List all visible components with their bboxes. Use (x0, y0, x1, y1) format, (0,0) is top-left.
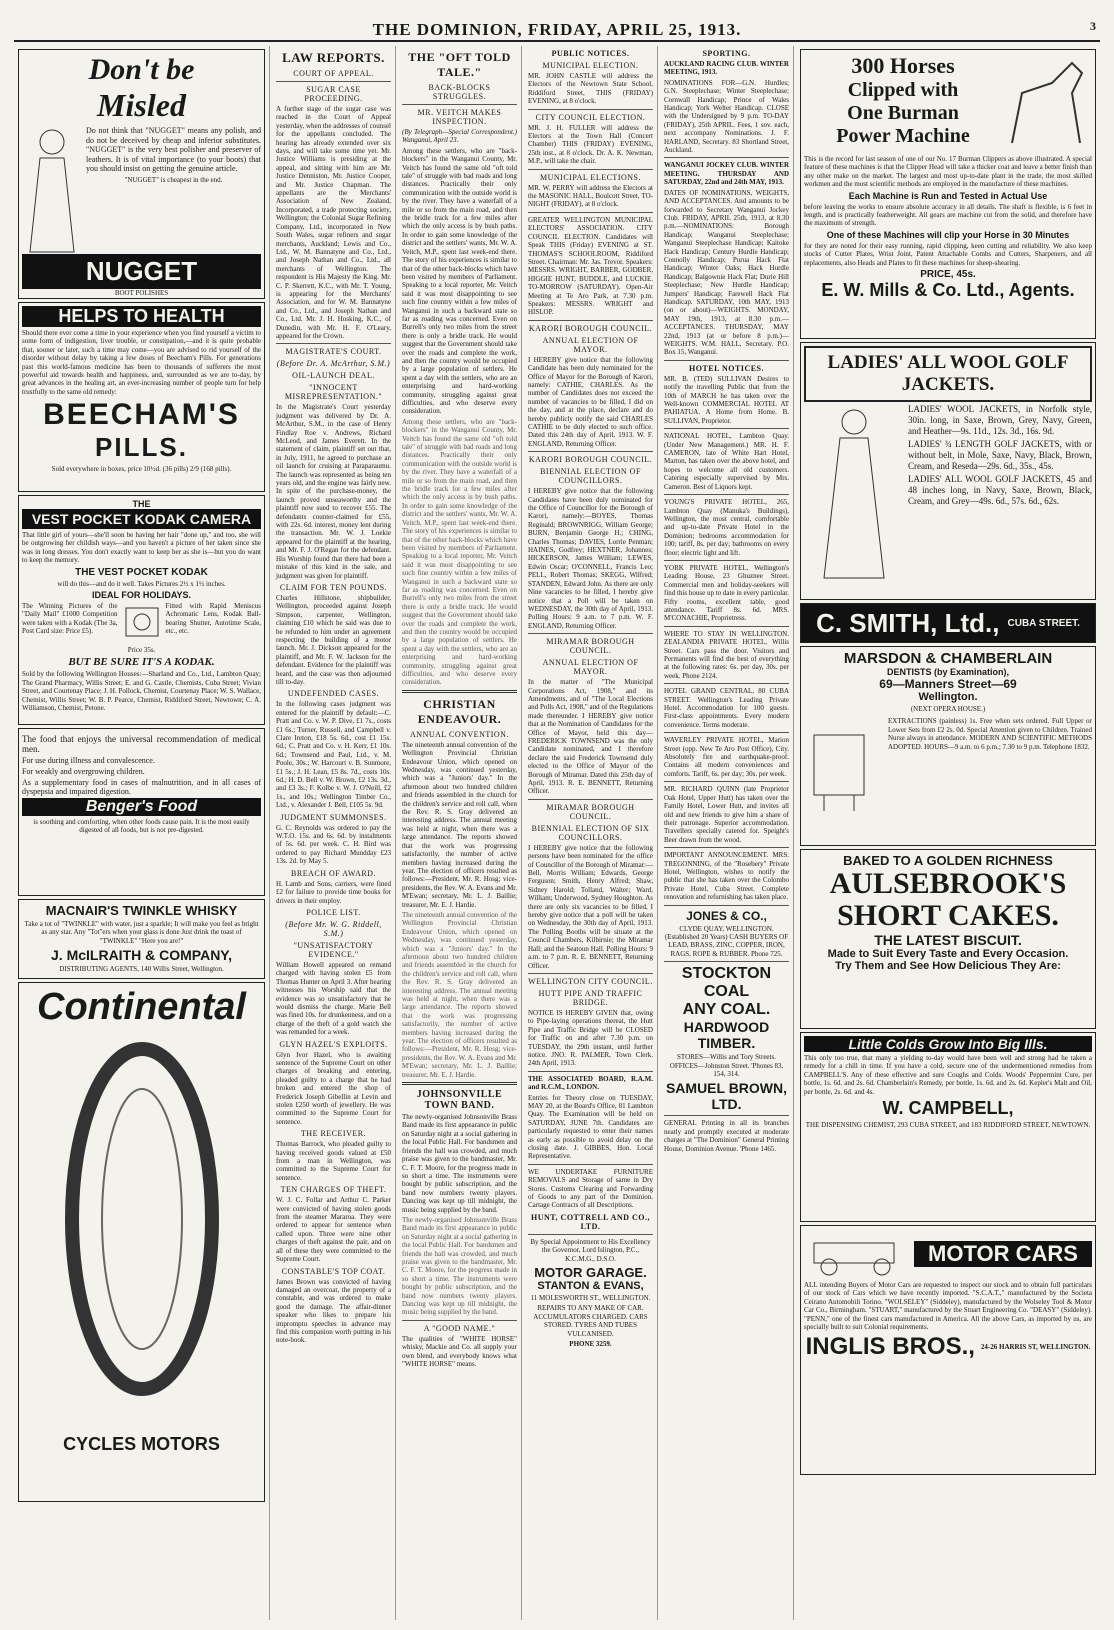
jones-heading: JONES & CO., (686, 908, 767, 923)
kodak-sold: Sold by the following Wellington Houses:—Sharland and Co., Ltd., Lambton Quay; The Grand Pharmacy, Willis Street; E. and G. Castle, Chemists, Cuba Street; Vivian Street, and Courtenay Place; J. H. Pollock, Chemist, Courtenay Place; W. S. Wallace, Chemist, Willis Street; W. B. P. Pearce, Chemist, Riddiford Street, Newtown; C. A. Williamson, Chemist, Petone. (22, 670, 261, 713)
waverley-notice: WAVERLEY PRIVATE HOTEL, Marion Street (opp. New Te Aro Post Office), City. Absolutely fire and earthquake-proof. Contains all modern conveniences and comforts. Tariff, 6s. per day; 30s. per week. (664, 736, 789, 778)
mcilraith-heading: J. McILRAITH & COMPANY, (51, 947, 232, 964)
aulsebrooks-heading: AULSEBROOK'S SHORT CAKES. (829, 867, 1067, 932)
quinn-notice: MR. RICHARD QUINN (late Proprietor Oak Hotel, Upper Hutt) has taken over the Family Hotel, Lower Hutt, and invites all old and new friends to give him a share of their patronage. Superior accommodation. Travellers specially catered for. Speight's Beer drawn from the wood. (664, 785, 789, 844)
law-reports-heading: LAW REPORTS. (282, 50, 385, 65)
dental-text: EXTRACTIONS (painless) 1s. Free when sets ordered. Full Upper or Lower Sets from £2 2s. 0d. Special Attention given to Children. Trained Nurse always in attendance. MODERN AND SCIENTIFIC METHODS ADOPTED. HOURS—9 a.m. to 6 p.m.; 7.30 to 9 p.m. Telephone 1832. (888, 717, 1092, 751)
motor-car-illustration (804, 1229, 914, 1279)
macnairs-ad (18, 899, 265, 979)
nugget-caption: "NUGGET" is cheapest in the end. (124, 175, 223, 184)
continental-ad (18, 982, 265, 1502)
good-name-text: The qualities of "WHITE HORSE" whisky, Mackie and Co. all supply your own blend, and everybody knows what "WHITE HORSE" means. (402, 1334, 517, 1369)
stores-text: STORES—Willis and Tory Streets. OFFICES—Johnston Street. 'Phones 83, 154, 314. (669, 1053, 784, 1078)
veitch-heading: MR. VEITCH MAKES INSPECTION. (417, 108, 502, 126)
jones-text: CLYDE QUAY, WELLINGTON. (Established 20 Years) CASH BUYERS OF LEAD, BRASS, ZINC, COPPER, IRON, RAGS, ROPE & RUBBER. Phone 725. (664, 924, 789, 958)
sugar-case-text: A further stage of the sugar case was reached in the Court of Appeal yesterday, when the addresses of counsel for the appellants concluded. The hearing has already extended over six days, and will take some time yet. Mr. Justice Williams is presiding at the appeal, and sitting with him are Mr. Justice Denniston, Mr. Justice Cooper, and Mr. Justice Chapman. The appellants are the Merchants' Association of New Zealand, Incorporated, a trade protecting society, Wellington; the Colonial Sugar Refining Company, Ltd., incorporated in New South Wales, sugar refiners and sugar merchants, Auckland; Lewis and Co., Ltd., W. M. Bannatyne and Co., Ltd., and Joseph Nathan and Co., Ltd., all merchants of Wellington. The respondent is His Majesty the King. Mr. C. P. Skerrett, K.C., with Mr. T. Young, is appearing for the Merchants' Association, and for W. M. Bannatyne and Co., Ltd., and Joseph Nathan and Co., Ltd. Mr. J. H. Hosking, K.C., of Dunedin, with Mr. H. F. O'Leary, appeared for the Crown. (276, 105, 391, 340)
macnair-text: Take a tot of "TWINKLE" with water, just a sparkle; It will make you feel as bright as any star. Any "Tot"ers when your glass is done Just drink the toast of "TWINKLE" "Here you are!" (24, 920, 259, 945)
karori-mayor-heading: ANNUAL ELECTION OF MAYOR. (542, 335, 639, 354)
repairs-text: REPAIRS TO ANY MAKE OF CAR. ACCUMULATORS CHARGED. CARS STORED. TYRES AND TUBES VULCANISED. (533, 1304, 648, 1338)
c-smith-name: C. SMITH, Ltd., (816, 607, 1000, 638)
glyn-heading: GLYN HAZEL'S EXPLOITS. (279, 1039, 388, 1049)
kodak-ideal: IDEAL FOR HOLIDAYS. (91, 590, 191, 601)
stockton-coal: STOCKTON COAL (681, 965, 772, 1001)
power-machine: Power Machine (836, 125, 970, 147)
unsatisfactory-text: William Howell appeared on remand charged with having stolen £5 from Thomas Hunter on April 3. After hearing witnesses his Worship said that the evidence was so unsatisfactory that he would dismiss the charge. Marie Bell was fined 10s. for drunkenness, and on a charge of the theft of a gold watch she was remanded for a week. (276, 960, 391, 1037)
kodak-the: THE (132, 499, 151, 509)
benger-point-1: For use during illness and convalescence. (22, 756, 155, 765)
masthead-title: THE DOMINION, FRIDAY, APRIL 25, 1913. (372, 20, 742, 39)
johnsonville-text-continued: The newly-organised Johnsonville Brass Band made its first appearance in public on Saturday night at a social gathering in the local Public Hall. For bandsmen and friends the hall was crowded, and much praise was given to the bandmaster, Mr. C. F. T. Moore, for the progress made in so short a time. The instruments were bought by public subscription, and the band now numbers twenty players. Dancing was kept up till midnight, the music being supplied by the band. (402, 1215, 517, 1317)
ten-charges-heading: TEN CHARGES OF THEFT. (280, 1185, 387, 1195)
woman-illustration (804, 402, 904, 582)
tyre-illustration (22, 1029, 262, 1429)
undefended-text: In the following cases judgment was entered for the plaintiff by default:—C. Pratt and Co. v. W. P. Dive, £1 7s., costs £1 6s.; Turner, Russell, and Campbell v. Clare Ireton, £18 5s. 6d., cost £1 15s. 6d.; C. Pratt and Co. v. H. Kerr, £1 10s. 6d.; Townsend and Paul, Ltd., v. M. Poole, 30s.; W. Harcourt v. B. Sunmore, £1 5s.; J. H. Lean, £5 8s. 7d., costs 10s. 6d.; H. D. Bell v. W. Brown, £2 13s. 3d., and £3 3s.; F. Kolbe v. W. J. O'Neill, £2 1s., and 10s.; Wellington Timber Co., Ltd., v. Alexander J. Bell, £105 5s. 9d. (276, 700, 391, 810)
before-line-2: (Before Mr. W. G. Riddell, S.M.) (285, 919, 382, 938)
clip-text: for they are noted for their easy running, rapid clipping, keen cutting and reliability. We also keep stocks of Cutter Plates, Wrist Joint, Patent Attachable Combs and Cutters, Sharpeners, and all replacements, also Heads and Plates to fit these machines for sheep-shearing. (804, 241, 1092, 267)
veitch-text: Among these settlers, who are "back-blockers" in the Wanganui County, Mr. Veitch has found the same old "oft told tale" of struggle with bad roads and long distances. Practically their only communication with the outside world is by the river. They have a waterfall of a mile or so from the main road, and then the bridle track for a few miles after which the only access is by bush paths. In order to gain some knowledge of the district and the settlers' wants, Mr. W. A. Veitch, M.P., spent last week-end there. The story of his experiences is similar to that of the other back-blocks which have been visited by members of Parliament. Speaking to a local reporter, Mr. Veitch said it was most disappointing to see such fine country within a few miles of Wanganui in such a backward state so far as roading was concerned. Even on Burrell's only two miles from the street there is only a bridle track. He would suggest that the Government should take over the roads and complete the work, and then the country would be occupied by a large population of settlers. He spent a day with the settlers, who are an enterprising and hard-working community, struggling against great difficulties, and who deserve every consideration. (402, 146, 517, 416)
constable-heading: CONSTABLE'S TOP COAT. (281, 1266, 386, 1276)
macnair-heading: MACNAIR'S TWINKLE WHISKY (45, 903, 238, 918)
made-to-suit: Made to Suit Every Taste and Every Occasion. (827, 948, 1069, 960)
york-notice: YORK PRIVATE HOTEL, Wellington's Leading House, 23 Ghuznee Street. Commercial men and holiday-seekers will find this house up to date in every particular. Fifty rooms, excellent table, good attendance. Tariff 8s. 6d. MRS. M'CONACHIE, Proprietress. (664, 563, 789, 623)
baked-heading: BAKED TO A GOLDEN RICHNESS (843, 853, 1053, 868)
any-coal: ANY COAL. (682, 1001, 771, 1019)
benger-foot: is soothing and comforting, when other foods cause pain. It is the most easily digested of all foods, but is not pre-digested. (33, 818, 250, 835)
motor-garage-heading: MOTOR GARAGE. (534, 1265, 647, 1281)
miramar-mayor-heading: ANNUAL ELECTION OF MAYOR. (542, 658, 639, 677)
before-line-1: (Before Dr. A. McArthur, S.M.) (276, 359, 391, 369)
public-notices-heading: PUBLIC NOTICES. (551, 49, 630, 58)
latest-biscuit: THE LATEST BISCUIT. (874, 932, 1022, 948)
wjc-text: DATES OF NOMINATIONS, WEIGHTS, AND ACCEPTANCES. And amounts to be forwarded to Secretary Wanganui Jockey Club. FRIDAY, APRIL 25th, 1913, at 8.30 p.m.—NOMINATIONS: Borough Handicap; Wanganui Steeplechase; Wanganui Steeplechase Handicap; Kaitoke Hack Handicap; Century Hurdle Handicap; Connolly Handicap; Purua Hack Flat Handicap; Winter Oaks; Hack Hurdle Handicap; Balgownie Hack Flat; Durie Hill Steeplechase; New Hurdle Handicap; Jumpers' Handicap; Farewell Hack Flat Handicap. SATURDAY, 10th MAY, 1913 (on or about)—WEIGHTS. MONDAY, MAY 19th, 1913, at 8.30 p.m.—ACCEPTANCES. THURSDAY, MAY 22nd, 1913 (at or before 8 p.m.)—WEIGHTS. W.M. HALL, Secretary. P.O. Box 15, Wanganui. (664, 188, 789, 357)
arc-heading: AUCKLAND RACING CLUB. WINTER MEETING, 1913. (664, 60, 789, 77)
city-council-heading: CITY COUNCIL ELECTION. (535, 112, 646, 122)
column-1-advertisements (14, 46, 270, 1620)
biennial-six-heading: BIENNIAL ELECTION OF SIX COUNCILLORS. (531, 823, 650, 842)
special-appointment: By Special Appointment to His Excellency the Governor, Lord Islington, P.C., K.C.M.G., D.S.O. (530, 1237, 651, 1263)
nugget-ad (18, 49, 265, 299)
biennial-text: I HEREBY give notice that the following Candidates have been duly nominated for the Office of Councillor for the Borough of Karori, namely:—BOYES, Thomas Reginald; BROWNRIGG, William George; BURN, Benjamin George H.; CHING, Charles Thomas; DAVIES, Lorrie Penman; HAINES, Godfrey; HEXTNER, Johannes; HICKERSON, James William; LEWES, Edwin Oscar; O'CONNELL, Francis Leo; PELL, Robert Thomas; SKEGG, Wilfred; STANDEN, Edward John. As there are only Nine vacancies to be filled, I hereby give notice that a Poll will be taken on WEDNESDAY, the 30th day of April, 1913. Polling Hours: 9 a.m. to 7 p.m. W. F. ENGLAND, Returning Officer. (528, 487, 653, 630)
motor-cars-text: ALL intending Buyers of Motor Cars are requested to inspect our stock and to obtain full particulars of our stock of Cars which we have recently imported. "S.C.A.T.," manufactured by the Societa Ceirano Automobili Torino. "WOLSELEY" (Siddeley), manufactured by the Wolseley Tool & Motor Car Co., Birmingham. "STUART," manufactured by the Stuart Engineering Co. "DEASY" (Siddeley). "PENN," one of the finest cars manufactured in America. All the above Cars, as imported by us, are specially built to suit Colonial requirements. (804, 1281, 1092, 1332)
jacket-norfolk: LADIES' WOOL JACKETS, in Norfolk style, 30in. long, in Saxe, Brown, Grey, Navy, Green, and Heather—9s. 11d., 12s. 3d., 16s. 9d. (908, 404, 1092, 436)
samuel-brown: SAMUEL BROWN, LTD. (665, 1080, 788, 1113)
campbell-address: THE DISPENSING CHEMIST, 293 CUBA STREET, and 183 RIDDIFORD STREET, NEWTOWN. (805, 1121, 1091, 1130)
jacket-three-quarter: LADIES' ¾ LENGTH GOLF JACKETS, with or without belt, in Mole, Saxe, Navy, Black, Brown, Cream, and Reseda—29s. 6d., 35s., 45s. (908, 439, 1092, 471)
sugar-case-heading: SUGAR CASE PROCEEDING. (304, 85, 363, 103)
wellington-line: Wellington. (918, 691, 978, 703)
fuller-notice: MR. J. H. FULLER will address the Electors at the Town Hall (Concert Chamber) THIS (FRIDAY) EVENING, 25th inst., at 8 o'clock. Dr. A. K. Newman, M.P., will take the chair. (528, 123, 653, 166)
kodak-fitted: Fitted with Rapid Meniscus Achromatic Lens, Kodak Ball-bearing Shutter, Autotime Scale, etc., etc. (165, 602, 261, 636)
continental-logo: Continental (37, 986, 246, 1028)
column-6-advertisements (796, 46, 1100, 1620)
kodak-ad (18, 495, 265, 725)
benger-point-3: As a supplementary food in cases of malnutrition, and in all cases of dyspepsia and impaired digestion. (22, 778, 261, 796)
motor-cars-heading: MOTOR CARS (914, 1241, 1092, 1267)
manners-street: 69—Manners Street—69 (879, 677, 1017, 691)
perry-notice: MR. W. PERRY will address the Electors at the MASONIC HALL, Boulcott Street, TO-NIGHT (FRIDAY), at 8 o'clock. (528, 183, 653, 209)
karori-heading: KARORI BOROUGH COUNCIL. (528, 323, 653, 333)
good-name-heading: A "GOOD NAME." (423, 1323, 496, 1333)
kodak-vpk-text: will do this—and do it well. Takes Pictures 2½ x 1½ inches. (57, 579, 226, 588)
unsatisfactory-heading: "UNSATISFACTORY EVIDENCE." (293, 940, 374, 959)
miramar-heading-2: MIRAMAR BOROUGH COUNCIL. (546, 802, 635, 821)
arc-text: NOMINATIONS FOR—G.N. Hurdles; G.N. Steeplechase; Winter Steeplechase; Cornwall Handicap; Prince of Wales Handicap; York Welter Handicap. CLOSE with the Undersigned by 9 p.m. TO-DAY (FRIDAY), 25th APRIL. Fees, 1 sov. each, next accompany Nominations. J. F. HARLAND, Secretary. 83 Shortland Street, Auckland. (664, 78, 789, 155)
kodak-vpk: THE VEST POCKET KODAK (75, 566, 208, 578)
nugget-intro-text: Do not think that "NUGGET" means any polish, and do not be deceived by cheap and inferior substitutes. "NUGGET" is the very best polisher and preserver of leathers. It is of vital importance (to your boots) that you should insist on getting the genuine article. (86, 126, 261, 173)
dentists-line: DENTISTS (by Examination), (886, 667, 1009, 677)
cycles-motors: CYCLES MOTORS (63, 1434, 220, 1454)
court-of-appeal-heading: COURT OF APPEAL. (293, 69, 374, 78)
hotel-notices-heading: HOTEL NOTICES. (688, 363, 765, 373)
benger-point-2: For weakly and overgrowing children. (22, 767, 145, 776)
hutt-heading: HUTT PIPE AND TRAFFIC BRIDGE. (538, 988, 643, 1007)
glyn-text: Glyn Ivor Hazel, who is awaiting sentence of the Supreme Court on other charges of breaking and entering, pleaded guilty to a charge that he had broken and entered the shop of Frederick Joseph Gibellin at Levin and stolen £250 worth of jewellery. He was committed to the Supreme Court for sentence. (276, 1050, 391, 1126)
youngs-notice: YOUNG'S PRIVATE HOTEL, 265, Lambton Quay (Manuka's Buildings), Wellington, the most central, comfortable and up-to-date Private Hotel in the Dominion; bedrooms accommodation for 100; tariff, 8s. per day; bathrooms on every floor; electric light and lift. (664, 498, 789, 557)
general-printing: GENERAL Printing in all its branches neatly and promptly executed at moderate charges at "The Dominion" General Printing House, Dominion Avenue. 'Phone 1465. (664, 1119, 789, 1153)
column-3-news (398, 46, 522, 1620)
johnsonville-heading: JOHNSONVILLE TOWN BAND. (416, 1089, 503, 1112)
inglis-name: INGLIS BROS., (805, 1333, 975, 1361)
karori-heading-2: KARORI BOROUGH COUNCIL. (528, 455, 653, 465)
telegraph-line: (By Telegraph—Special Correspondent.) Wanganui, April 23. (402, 128, 517, 145)
helps-heading: HELPS TO HEALTH (22, 306, 261, 327)
castle-notice: MR. JOHN CASTLE will address the Electors of the Newtown State School, Riddiford Street, THIS (FRIDAY) EVENING, at 8 o'clock. (528, 72, 653, 106)
receiver-heading: THE RECEIVER. (300, 1129, 367, 1139)
ten-charges-text: W. J. C. Follar and Arthur C. Parker were convicted of having stolen goods from the steamer Mararoa. They were ordered to appear for sentence when called upon. Three were nine other charges of theft against the pair, and on all of these they were committed to the Supreme Court. (276, 1196, 391, 1264)
motor-cars-ad (800, 1225, 1096, 1475)
biennial-heading: BIENNIAL ELECTION OF COUNCILLORS. (540, 467, 641, 486)
zealandia-notice: WHERE TO STAY IN WELLINGTON. ZEALANDIA PRIVATE HOTEL, Willis Street. Cars pass the door. Visitors and Permanents will find the best of everything at the following rates: 6s. per day, 30s. per week. Phone 2124. (664, 629, 789, 680)
associated-text: Entries for Theory close on TUESDAY, MAY 20, at the Board's Office, 81 Lambton Quay. The Examination will be held on SATURDAY, JUNE 7th. Candidates are particularly requested to enter their names as early as possible to avoid delay on the closing date. J. GIBBES, Hon. Local Representative. (528, 1093, 653, 1161)
colds-heading: Little Colds Grow Into Big Ills. (804, 1036, 1092, 1052)
claim-heading: CLAIM FOR TEN POUNDS. (279, 582, 388, 592)
each-machine: Each Machine is Run and Tested in Actual Use (848, 190, 1048, 201)
mills-agents: E. W. Mills & Co. Ltd., Agents. (821, 280, 1075, 301)
cuba-street: CUBA STREET. (1007, 617, 1080, 629)
colds-text: This only too true, that many a yielding to-day would have been well and strong had he taken a remedy for a chill in time. If you have a cold, secure one of the undermentioned remedies from CAMPBELL'S. Any of these effective and sure Coughs and Colds. Woods' Peppermint Cure, per bottle, 1s. 6d. and 2s. 6d. Chamberlain's Remedy, per bottle, 1s. 6d. and 2s. 6d. Kepler's Malt and Oil, per bottle, 2s. 6d. and 4s. (804, 1054, 1092, 1096)
masthead (14, 12, 1100, 42)
beechams-sold: Sold everywhere in boxes, price 10½d. (36 pills) 2/9 (168 pills). (51, 465, 232, 474)
associated-heading: THE ASSOCIATED BOARD, R.A.M. and R.C.M., LONDON. (528, 1074, 653, 1092)
judgment-text: G. C. Reynolds was ordered to pay the W.T.O. 15s. and 6s. 6d. by instalments of 5s. 6d. per week. C. H. Bird was ordered to pay Richard Mundday £23 13s. 2d. by May 5. (276, 823, 391, 866)
kodak-sure: BUT BE SURE IT'S A KODAK. (68, 656, 215, 669)
innocent-heading: "INNOCENT MISREPRESENTATION." (284, 383, 383, 402)
sullivan-notice: MR. B. (TED) SULLIVAN Desires to notify the travelling Public that from the 10th of MARCH he has taken over the Well-known COMMERCIAL HOTEL AT PAHIATUA. A Home from Home. B. SULLIVAN, Proprietor. (664, 374, 789, 425)
benger-logo: Benger's Food (22, 798, 261, 816)
biennial-six-text: I HEREBY give notice that the following persons have been nominated for the office of Councillor of the Borough of Miramar:—Bell, Morris William; Edwards, George Ferguson; Smith, Henry Alfred; Shaw, Sidney Harold; Tolland, Walter; Ward, William; Underwood, Sydney Houghton. As there are only six vacancies to be filled, I hereby give notice that a poll will be taken on Wednesday, the 30th day of April, 1913. The Polling Booths will be situate at the Council Chambers, Kilbirnie; the Miramar Hall; and the Seatoun Hall. Polling Hours: 9 a.m. to 7 p.m. R. E. BENNETT, Returning Officer. (528, 843, 653, 970)
kodak-winning: The Winning Pictures of the "Daily Mail" £1000 Competition were taken with a Kodak (The 3a, Post Card size: Price £5). (22, 602, 118, 636)
national-notice: NATIONAL HOTEL, Lambton Quay. (Under New Management.) MR. H. F. CAMERON, late of White Hart Hotel, Marton, has taken over the above hotel, and hopes to welcome all old customers. Catering especially supervised by Mrs. Cameron. Best of Liquors kept. (664, 432, 789, 491)
opera-line: (NEXT OPERA HOUSE.) (910, 705, 986, 713)
breach-text: H. Lamb and Sons, carriers, were fined £2 for failure to provide time books for drivers in their employ. (276, 879, 391, 905)
try-them: Try Them and See How Delicious They Are: (835, 960, 1061, 972)
beechams-heading: BEECHAM'S (43, 398, 240, 432)
mcilraith-sub: DISTRIBUTING AGENTS, 140 Willis Street, Wellington. (59, 965, 224, 974)
dental-chair-illustration (804, 715, 884, 815)
burman-clipper-ad (800, 49, 1096, 339)
hardwood-timber: HARDWOOD TIMBER. (683, 1019, 770, 1052)
column-5-sporting-hotels (660, 46, 794, 1620)
clipped-with: Clipped with (847, 79, 959, 101)
misled-heading: Misled (97, 87, 186, 123)
grand-central-notice: HOTEL GRAND CENTRAL, 80 CUBA STREET. Wellington's Leading Private Hotel. Accommodation for 100 guests. First-class appointments. Every modern convenience. Terms moderate. (664, 687, 789, 729)
clip-30-minutes: One of these Machines will clip your Horse in 30 Minutes (826, 229, 1070, 240)
camera-icon (122, 600, 162, 644)
hutt-text: NOTICE IS HEREBY GIVEN that, owing to Pipe-laying operations thereat, the Hutt Pipe and Traffic Bridge will be CLOSED for Traffic on and after 7.30 p.m. on TUESDAY, the 29th instant, until further notice. JNO. R. PALMER, Town Clerk. 24th April, 1913. (528, 1008, 653, 1068)
breach-heading: BREACH OF AWARD. (291, 868, 376, 878)
constable-text: James Brown was convicted of having damaged an overcoat, the property of a constable, and was ordered to make good the damage. The affair-dinner speaker who likes to prepare his impromptu speeches in advance may find this companion worth putting in his note-book. (276, 1277, 391, 1345)
c-smith-ad (800, 603, 1096, 643)
police-heading: POLICE LIST. (306, 907, 361, 917)
oft-told-tale-heading: THE "OFT TOLD TALE." (408, 50, 511, 79)
column-4-public-notices (524, 46, 658, 1620)
golf-jackets-ad (800, 342, 1096, 600)
karori-text: I HEREBY give notice that the following Candidate has been duly nominated for the Office of Mayor for the Borough of Karori, namely: CATHIE, CHARLES. As the number of Candidates does not exceed the number of vacancies to be filled, I did on the day, and at the place, declare and do hereby publicly notify the said CHARLES CATHIE to be duly elected to such office. Dated this 24th day of April, 1913. W. F. ENGLAND, Returning Officer. (528, 355, 653, 448)
pills-heading: PILLS. (95, 432, 188, 463)
stanton-evans: STANTON & EVANS, (537, 1280, 644, 1293)
column-2-law-reports (272, 46, 396, 1620)
page-number: 3 (1090, 19, 1096, 33)
one-burman: One Burman (847, 102, 959, 124)
dont-be-heading: Don't be (88, 53, 195, 86)
municipal-elections-heading: MUNICIPAL ELECTIONS. (540, 172, 641, 182)
bengers-ad (18, 728, 265, 896)
horses-text: This is the record for last season of one of our No. 17 Burman Clippers as above illustrated. A special feature of these machines is that the Clipper Head will take a thicker coat and leave a better finish than any other make on the market. The largest and most up-to-date plant in the trade, the most skilled workmen and the most scientific methods are employed in the manufacture of these machines. (804, 155, 1092, 189)
horse-illustration (1002, 53, 1092, 153)
kodak-title: VEST POCKET KODAK CAMERA (22, 509, 261, 529)
claim-text: Charles Hillstone, shipbuilder, Wellington, proceeded against Joseph Simpson, carpenter, Wellington, claiming £10 which he said was due to be refunded to him under an agreement respecting the building of a motor launch. Mr. J. Dickson appeared for the plaintiff, and Mr. F. W. Jackson for the defendant. Evidence for the plaintiff was heard, and the case was then adjourned till to-day. (276, 593, 391, 686)
important-notice: IMPORTANT ANNOUNCEMENT. MRS. TREGONNING, of the "Rosebery" Private Hotel, Wellington, wishes to notify the public that she has taken over the Colombo Private Hotel, Cuba Street. Complete renovation and refurnishing has taken place. (664, 851, 789, 902)
sporting-heading: SPORTING. (702, 49, 751, 58)
clipper-price: PRICE, 45s. (920, 269, 976, 281)
kodak-price: Price 35s. (127, 646, 156, 655)
helps-text: Should there ever come a time in your experience when you find yourself a victim to some form of indigestion, liver trouble, or constipation,—and it is quite probable that, sooner or later, such a time may come—you are advised to rid yourself of the disorder without delay by taking a few doses of Beecham's Pills. For generations past this world-famous medicine has been to thousands of sufferers the most powerful aid towards health and happiness, and, surrounded as we are to-day, by great advances in the healing art, an ever-increasing number of people turn for help trustfully to the same old remedy: (22, 329, 261, 396)
beechams-ad (18, 302, 265, 492)
municipal-election-heading: MUNICIPAL ELECTION. (542, 61, 639, 70)
benger-intro: The food that enjoys the universal recommendation of medical men. (22, 734, 261, 754)
undertake-text: WE UNDERTAKE FURNITURE REMOVALS and Storage of same in Dry Stores. Customs Clearing and Forwarding of Goods to any part of the Dominion. Cartage Contracts of all Descriptions. (528, 1167, 653, 1210)
johnsonville-text: The newly-organised Johnsonville Brass Band made its first appearance in public on Saturday night at a social gathering in the local Public Hall. For bandsmen and friends the hall was crowded, and much praise was given to the bandmaster, Mr. C. F. T. Moore, for the progress made in so short a time. The instruments were bought by public subscription, and the band now numbers twenty players. Dancing was kept up till midnight, the music being supplied by the band. (402, 1113, 517, 1214)
stanton-address: 11 MOLESWORTH ST., WELLINGTON. (530, 1294, 651, 1303)
marsden-heading: MARSDON & CHAMBERLAIN (843, 650, 1053, 667)
phone-text: PHONE 3259. (569, 1340, 612, 1349)
miramar-text: In the matter of "The Municipal Corporations Act, 1908," and its Amendments, and of "The Local Elections and Polls Act, 1908," and of the Regulations made thereunder. I HEREBY give notice that at the Nomination of Candidates for the Office of Mayor, held this day—FREDERICK TOWNSEND was the only Candidate nominated, and I therefore declare the said Frederick Townsend duly elected to the Office of Mayor of the Borough of Miramar. Dated this 25th day of April, 1913. R. E. BENNETT, Returning Officer. (528, 678, 653, 796)
oil-launch-heading: OIL-LAUNCH DEAL. (292, 371, 375, 381)
undefended-heading: UNDEFENDED CASES. (287, 689, 380, 699)
veitch-text-continued: Among these settlers, who are "back-blockers" in the Wanganui County, Mr. Veitch has found the same old "oft told tale" of struggle with bad roads and long distances. Practically their only communication with the outside world is by the river. They have a waterfall of a mile or so from the main road, and then the bridle track for a few miles after which the only access is by bush paths. In order to gain some knowledge of the district and the settlers' wants, Mr. W. A. Veitch, M.P., spent last week-end there. The story of his experiences is similar to that of the other back-blocks which have been visited by members of Parliament. Speaking to a local reporter, Mr. Veitch said it was most disappointing to see such fine country within a few miles of Wanganui in such a backward state so far as roading was concerned. Even on Burrell's only two miles from the street there is only a bridle track. He would suggest that the Government should take over the roads and complete the work, and then the country would be occupied by a large population of settlers. He spent a day with the settlers, who are an enterprising and hard-working community, struggling against great difficulties, and who deserve every consideration. (402, 417, 517, 687)
aulsebrooks-ad (800, 849, 1096, 1029)
judgment-heading: JUDGMENT SUMMONSES. (280, 812, 387, 822)
each-machine-text: before leaving the works to ensure absolute accuracy in all details. The shaft is flexible, is 6 feet in length, and is practically featherweight. All gears are machine cut from the solid, and therefore have the maximum of strength. (804, 202, 1092, 228)
nugget-sub: BOOT POLISHES (114, 289, 169, 297)
dentist-ad (800, 646, 1096, 846)
campbell-name: W. CAMPBELL, (882, 1098, 1014, 1119)
wjc-heading: WANGANUI JOCKEY CLUB. WINTER MEETING. THURSDAY AND SATURDAY, 22nd and 24th MAY, 1913. (664, 161, 789, 187)
inglis-address: 24-26 HARRIS ST, WELLINGTON. (980, 1343, 1091, 1352)
wcc-heading: WELLINGTON CITY COUNCIL. (528, 976, 653, 986)
receiver-text: Thomas Barrock, who pleaded guilty to having received goods valued at £50 from a man in Wellington, was committed to the Supreme Court for sentence. (276, 1140, 391, 1182)
miramar-heading: MIRAMAR BOROUGH COUNCIL. (546, 637, 635, 656)
annual-convention-heading: ANNUAL CONVENTION. (410, 729, 509, 739)
christian-endeavour-heading: CHRISTIAN ENDEAVOUR. (417, 696, 502, 726)
christian-text: The nineteenth annual convention of the Wellington Provincial Christian Endeavour Union, which opened on Wednesday, was continued yesterday, which was a "Juniors' day." In the afternoon about two hundred children and friends assembled in the church for the children's service and roll call, when the Rev. R. S. Gray delivered an interesting address. The annual meeting was held at night, when there was a large attendance. The reports showed that the work was progressing satisfactorily, the number of active members having increased during the year. The election of officers resulted as follows:—President, Mr. R. Hosg; vice-presidents, the Rev. W. A. Evans and Mr. M'Ewan; secretary, Mr. L. J. Baillie; treasurer, Mr. E. J. Hardie. (402, 740, 517, 909)
kodak-text: That little girl of yours—she'll soon be having her hair "done up," and too, she will be outgrowing her childish ways—and you haven't a picture of her taken since she was in long dresses. You don't exactly want to keep her as she is—but you do want to keep the memory. (22, 531, 261, 565)
figure-illustration (22, 124, 82, 254)
magistrates-court-heading: MAGISTRATE'S COURT. (285, 347, 382, 357)
backblocks-heading: BACK-BLOCKS STRUGGLES. (428, 83, 491, 101)
greater-wellington-notice: GREATER WELLINGTON MUNICIPAL ELECTORS' ASSOCIATION. CITY COUNCIL ELECTION. Candidates will Speak THIS (Friday) EVENING at ST. THOMAS'S SCHOOLROOM, Riddiford Street. Chairman: Mr. Jas. Trevor. Speakers: MESSRS. WRIGHT, BARBER, GODBER, HIGGIE HUNT, BUDDLE, and LUCKIE. TO-MORROW (SATURDAY). Open-Air Meeting at Te Aro Park, at 7.30 p.m. Speakers: MESSRS. WRIGHT and HISLOP. (528, 215, 653, 317)
nugget-logo: NUGGET (22, 254, 261, 289)
golf-jackets-heading: LADIES' ALL WOOL GOLF JACKETS. (804, 346, 1092, 402)
campbell-ad (800, 1032, 1096, 1222)
horses-heading: 300 Horses (851, 53, 955, 78)
hunt-cottrell: HUNT, COTTRELL AND CO., LTD. (531, 1212, 650, 1231)
christian-text-continued: The nineteenth annual convention of the Wellington Provincial Christian Endeavour Union, which opened on Wednesday, was continued yesterday, which was a "Juniors' day." In the afternoon about two hundred children and friends assembled in the church for the children's service and roll call, when the Rev. R. S. Gray delivered an interesting address. The annual meeting was held at night, when there was a large attendance. The reports showed that the work was progressing satisfactorily, the number of active members having increased during the year. The election of officers resulted as follows:—President, Mr. R. Hosg; vice-presidents, the Rev. W. A. Evans and Mr. M'Ewan; secretary, Mr. L. J. Baillie; treasurer, Mr. E. J. Hardie. (402, 910, 517, 1079)
jacket-all-wool: LADIES' ALL WOOL GOLF JACKETS, 45 and 48 inches long, in Navy, Saxe, Brown, Black, Cream, and Grey—49s. 6d., 57s. 6d., 62s. (908, 474, 1092, 506)
oil-launch-text: In the Magistrate's Court yesterday judgment was delivered by Dr. A. McArthur, S.M., in the case of Henry Findlay Roe v. Andrews, Richard McLeod, and James Everett. In the statement of claim, plaintiff set out that, in July, 1911, he agreed to purchase an oil launch for cruising at Paraparaumu. The launch was represented as being ten years old, and the engine was fairly new. In spite of the purchase-money, the launch proved unseaworthy and the plaintiff now sued to recover £55. The defendants counter-claimed for £55, with 22s. 6d. interest, money lent during the transaction. Mr. W. J. Loekie appeared for the plaintiff at the hearing, and Mr. F. J. O'Regan for the defendant. His Worship found that there had been a mistake of this kind in the sale, and judgment was given for plaintiff. (276, 403, 391, 580)
